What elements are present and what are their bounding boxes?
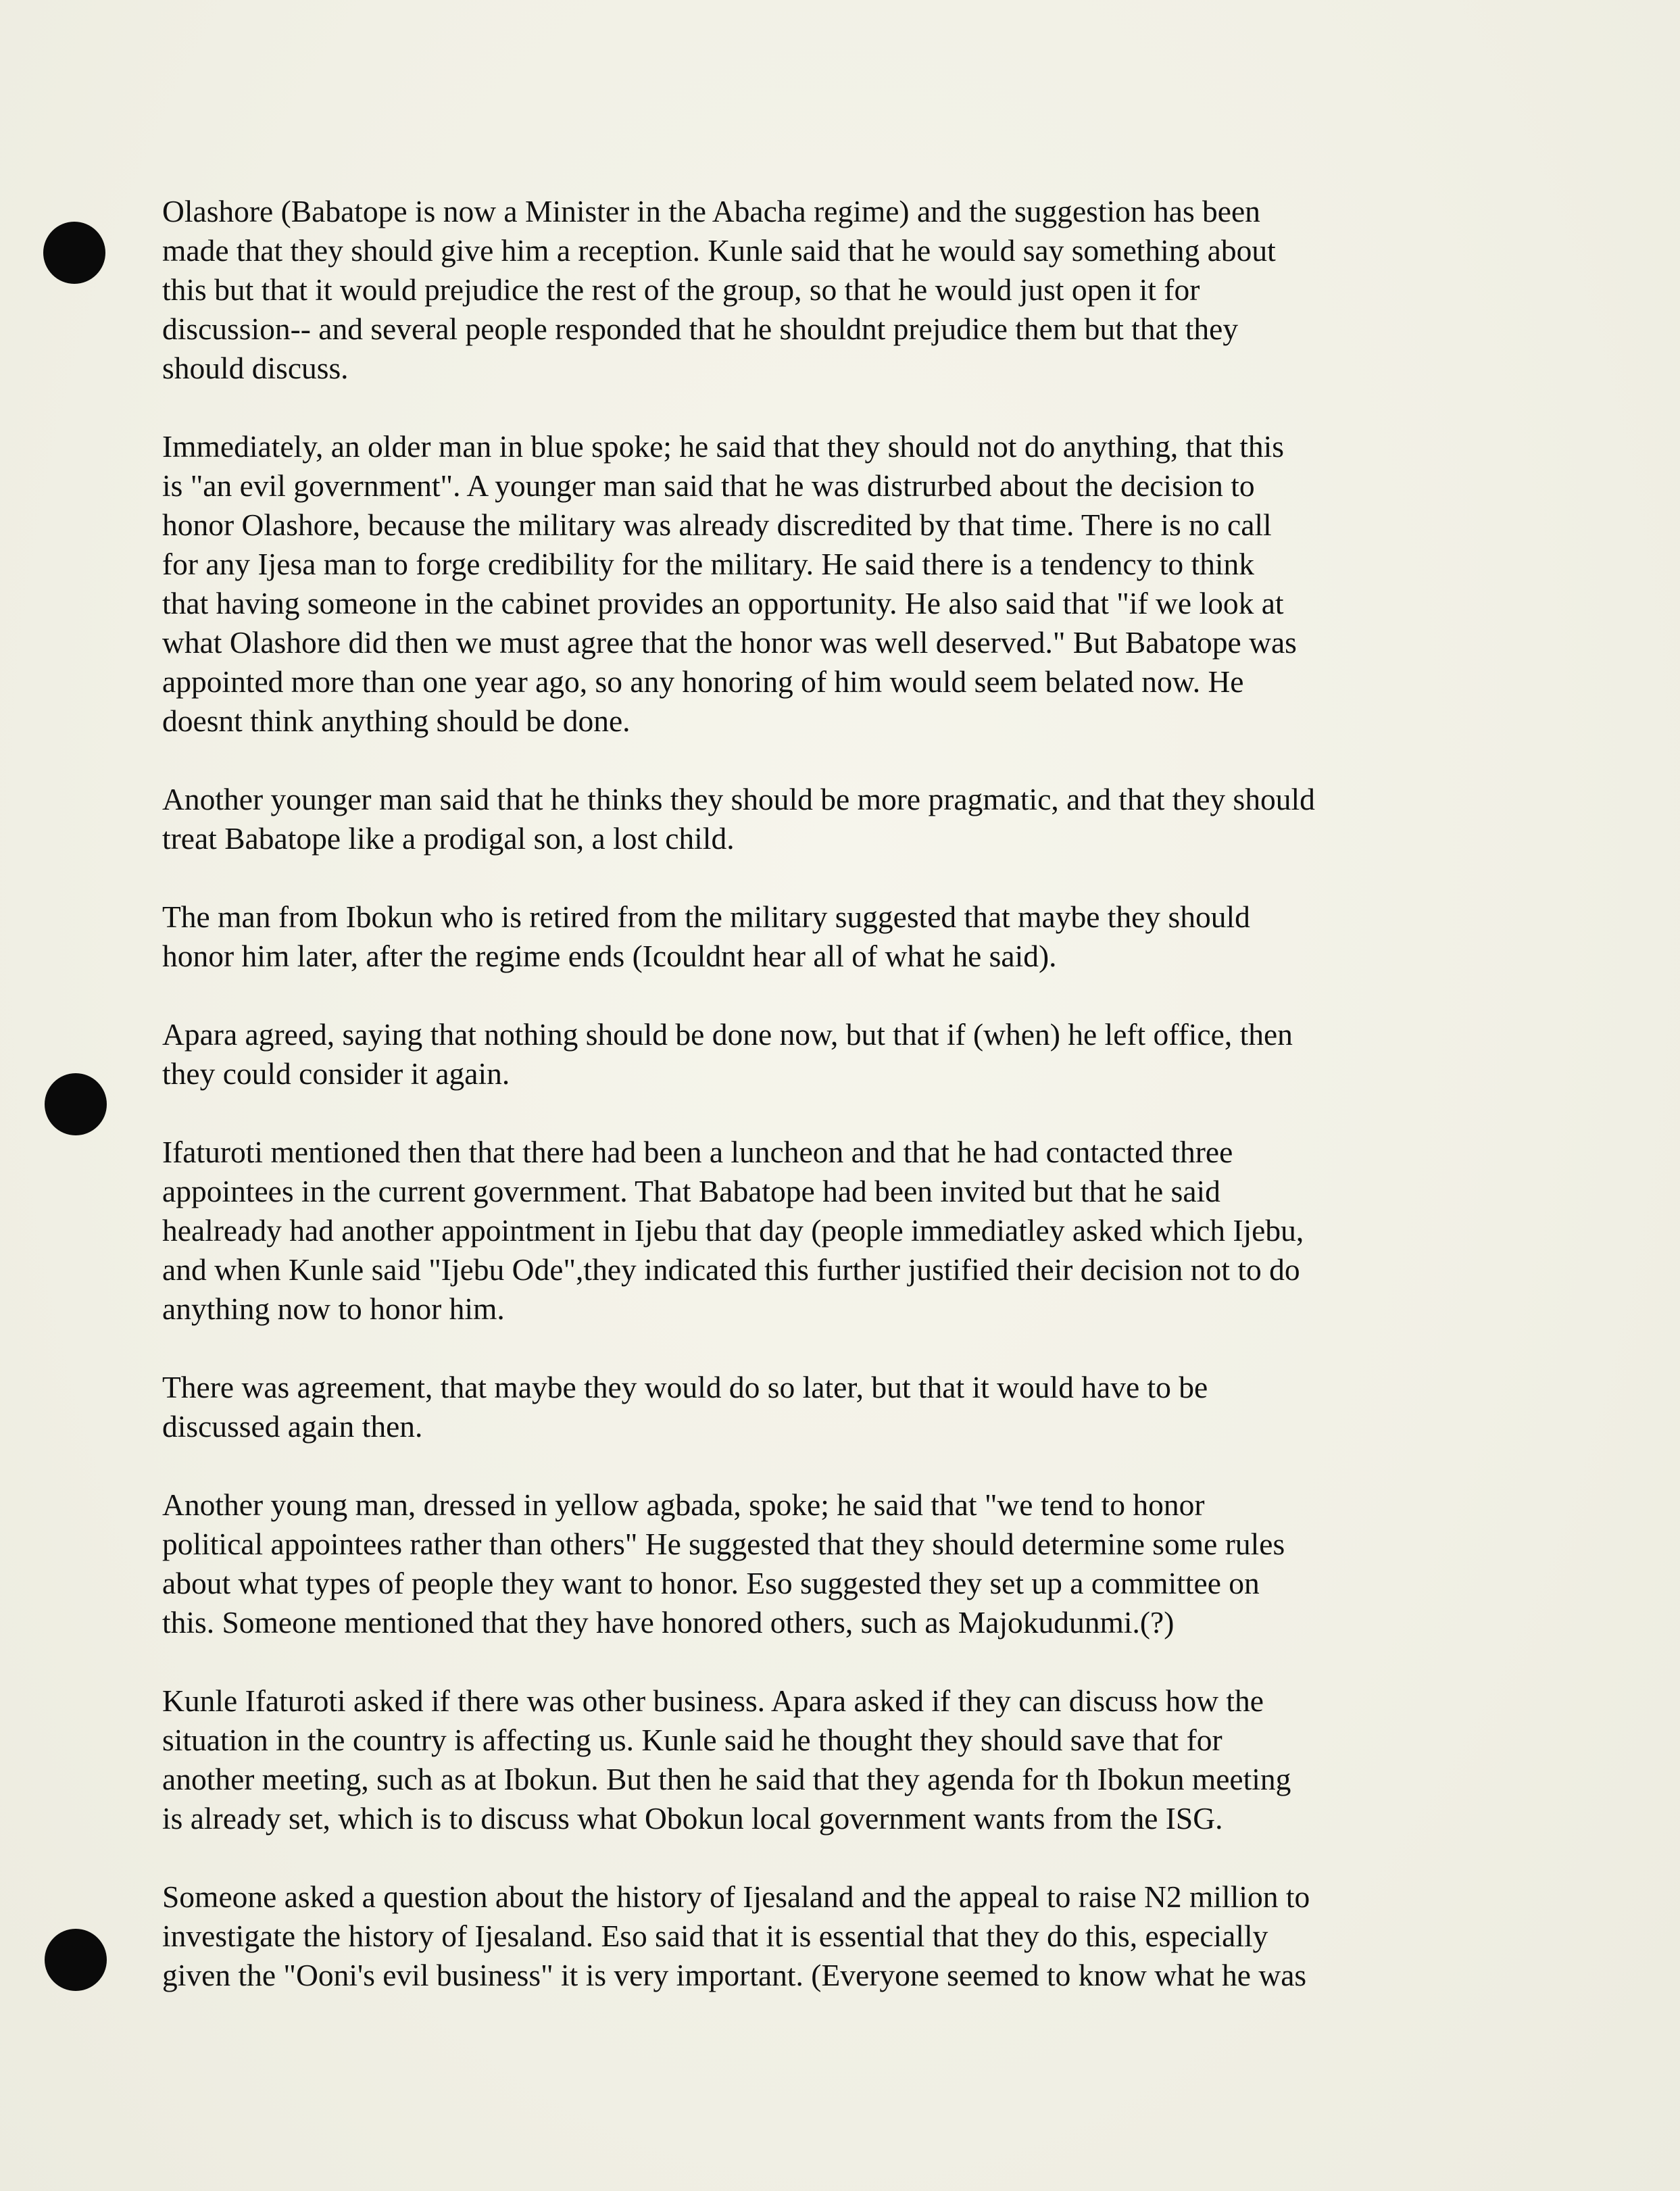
text-line: political appointees rather than others" He suggested that they should determine some rules bbox=[162, 1527, 1285, 1561]
paragraph bbox=[162, 1368, 1473, 1446]
text-line: appointed more than one year ago, so any honoring of him would seem belated now. He bbox=[162, 664, 1244, 699]
paragraph bbox=[162, 427, 1473, 741]
text-line: discussion-- and several people responded that he shouldnt prejudice them but that they bbox=[162, 312, 1239, 346]
text-line: for any Ijesa man to forge credibility for the military. He said there is a tendency to think bbox=[162, 547, 1255, 581]
document-body bbox=[162, 192, 1473, 2034]
text-line: doesnt think anything should be done. bbox=[162, 704, 631, 738]
text-line: Someone asked a question about the history of Ijesaland and the appeal to raise N2 million to bbox=[162, 1879, 1310, 1914]
text-line: what Olashore did then we must agree that the honor was well deserved." But Babatope was bbox=[162, 625, 1297, 660]
paragraph bbox=[162, 780, 1473, 858]
text-line: about what types of people they want to honor. Eso suggested they set up a committee on bbox=[162, 1566, 1260, 1600]
text-line: honor him later, after the regime ends (Icouldnt hear all of what he said). bbox=[162, 939, 1057, 973]
text-line: situation in the country is affecting us. Kunle said he thought they should save that for bbox=[162, 1723, 1222, 1757]
paragraph bbox=[162, 897, 1473, 976]
text-line: discussed again then. bbox=[162, 1409, 423, 1444]
punch-hole bbox=[45, 1073, 107, 1135]
text-line: Another younger man said that he thinks they should be more pragmatic, and that they should bbox=[162, 782, 1315, 816]
text-line: treat Babatope like a prodigal son, a lost child. bbox=[162, 821, 735, 856]
text-line: Immediately, an older man in blue spoke; he said that they should not do anything, that this bbox=[162, 429, 1285, 464]
punch-hole bbox=[43, 222, 105, 284]
text-line: investigate the history of Ijesaland. Eso said that it is essential that they do this, especially bbox=[162, 1919, 1268, 1953]
paragraph bbox=[162, 1015, 1473, 1093]
text-line: should discuss. bbox=[162, 351, 349, 385]
text-line: another meeting, such as at Ibokun. But then he said that they agenda for th Ibokun meeting bbox=[162, 1762, 1291, 1796]
text-line: given the "Ooni's evil business" it is very important. (Everyone seemed to know what he was bbox=[162, 1958, 1307, 1992]
text-line: healready had another appointment in Ijebu that day (people immediatley asked which Ijebu, bbox=[162, 1213, 1304, 1248]
text-line: appointees in the current government. That Babatope had been invited but that he said bbox=[162, 1174, 1220, 1208]
text-line: Olashore (Babatope is now a Minister in the Abacha regime) and the suggestion has been bbox=[162, 194, 1260, 228]
paragraph bbox=[162, 1877, 1473, 1995]
text-line: this but that it would prejudice the rest of the group, so that he would just open it for bbox=[162, 272, 1200, 307]
text-line: and when Kunle said "Ijebu Ode",they indicated this further justified their decision not to do bbox=[162, 1252, 1300, 1287]
text-line: this. Someone mentioned that they have honored others, such as Majokudunmi.(?) bbox=[162, 1605, 1175, 1640]
text-line: Apara agreed, saying that nothing should be done now, but that if (when) he left office, then bbox=[162, 1017, 1293, 1052]
punch-hole bbox=[45, 1929, 107, 1991]
text-line: Ifaturoti mentioned then that there had been a luncheon and that he had contacted three bbox=[162, 1135, 1233, 1169]
text-line: they could consider it again. bbox=[162, 1056, 510, 1091]
text-line: The man from Ibokun who is retired from the military suggested that maybe they should bbox=[162, 900, 1250, 934]
text-line: is already set, which is to discuss what Obokun local government wants from the ISG. bbox=[162, 1801, 1223, 1836]
text-line: Kunle Ifaturoti asked if there was other business. Apara asked if they can discuss how the bbox=[162, 1683, 1264, 1718]
text-line: that having someone in the cabinet provides an opportunity. He also said that "if we look at bbox=[162, 586, 1284, 620]
paragraph bbox=[162, 1133, 1473, 1329]
paragraph bbox=[162, 192, 1473, 388]
paragraph bbox=[162, 1681, 1473, 1838]
text-line: honor Olashore, because the military was already discredited by that time. There is no call bbox=[162, 508, 1272, 542]
text-line: is "an evil government". A younger man said that he was distrurbed about the decision to bbox=[162, 468, 1255, 503]
text-line: Another young man, dressed in yellow agbada, spoke; he said that "we tend to honor bbox=[162, 1487, 1205, 1522]
paragraph bbox=[162, 1485, 1473, 1642]
text-line: anything now to honor him. bbox=[162, 1291, 505, 1326]
text-line: There was agreement, that maybe they would do so later, but that it would have to be bbox=[162, 1370, 1208, 1404]
text-line: made that they should give him a reception. Kunle said that he would say something about bbox=[162, 233, 1276, 268]
